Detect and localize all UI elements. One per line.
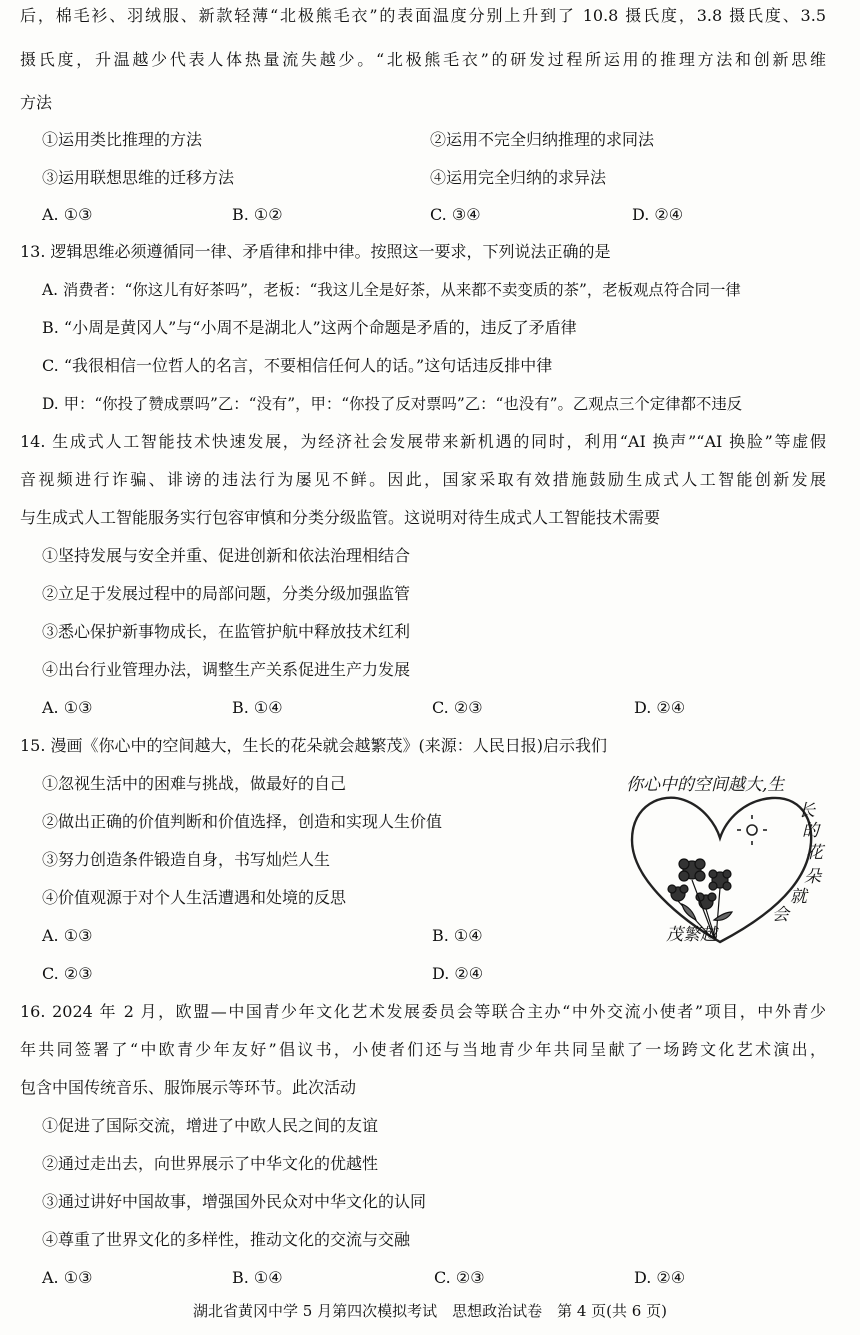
q14-option-4: ④出台行业管理办法，调整生产关系促进生产力发展: [42, 660, 411, 679]
sun-icon: [737, 815, 767, 845]
q16-option-2: ②通过走出去，向世界展示了中华文化的优越性: [42, 1154, 379, 1173]
q12-option-4: ④运用完全归纳的求异法: [430, 168, 607, 187]
svg-text:的: 的: [802, 821, 819, 841]
q15-choice-a: A. ①③: [42, 926, 93, 945]
q12-option-2: ②运用不完全归纳推理的求同法: [430, 130, 655, 149]
q16-option-3: ③通过讲好中国故事，增强国外民众对中华文化的认同: [42, 1192, 427, 1211]
q12-choice-c: C. ③④: [430, 205, 481, 224]
q12-option-3: ③运用联想思维的迁移方法: [42, 168, 235, 187]
q12-continuation-line2: 摄氏度，升温越少代表人体热量流失越少。“北极熊毛衣”的研发过程所运用的推理方法和创新思维: [20, 50, 826, 69]
q16-option-1: ①促进了国际交流，增进了中欧人民之间的友谊: [42, 1116, 379, 1135]
q16-stem-line2: 年共同签署了“中欧青少年友好”倡议书，小使者们还与当地青少年共同呈献了一场跨文化艺术演出，: [20, 1040, 826, 1059]
q16-choice-a: A. ①③: [42, 1268, 93, 1287]
q14-choice-b: B. ①④: [232, 698, 283, 717]
q16-choice-d: D. ②④: [634, 1268, 686, 1287]
q14-choice-d: D. ②④: [634, 698, 686, 717]
q15-choice-d: D. ②④: [432, 964, 484, 983]
svg-text:茂繁越: 茂繁越: [666, 925, 717, 945]
q12-choice-d: D. ②④: [632, 205, 684, 224]
q15-choice-c: C. ②③: [42, 964, 93, 983]
q16-option-4: ④尊重了世界文化的多样性，推动文化的交流与交融: [42, 1230, 411, 1249]
q15-stem: 15. 漫画《你心中的空间越大，生长的花朵就会越繁茂》(来源：人民日报)启示我们: [20, 736, 608, 755]
cartoon-heart-drawing: [622, 770, 844, 955]
q13-choice-d: D. 甲：“你投了赞成票吗”乙：“没有”，甲：“你投了反对票吗”乙：“也没有”。乙观点三个定律都不违反: [42, 395, 743, 413]
q15-option-1: ①忽视生活中的困难与挑战，做最好的自己: [42, 774, 347, 793]
q14-option-3: ③悉心保护新事物成长，在监管护航中释放技术红利: [42, 622, 411, 641]
q14-option-2: ②立足于发展过程中的局部问题，分类分级加强监管: [42, 584, 411, 603]
q14-choice-a: A. ①③: [42, 698, 93, 717]
q12-option-1: ①运用类比推理的方法: [42, 130, 203, 149]
q12-choice-a: A. ①③: [42, 205, 93, 224]
svg-text:就: 就: [790, 887, 807, 907]
svg-text:朵: 朵: [804, 867, 821, 887]
page-footer: 湖北省黄冈中学 5 月第四次模拟考试 思想政治试卷 第 4 页(共 6 页): [193, 1302, 667, 1320]
q13-stem: 13. 逻辑思维必须遵循同一律、矛盾律和排中律。按照这一要求，下列说法正确的是: [20, 242, 611, 261]
q15-option-4: ④价值观源于对个人生活遭遇和处境的反思: [42, 888, 347, 907]
q14-stem-line1: 14. 生成式人工智能技术快速发展，为经济社会发展带来新机遇的同时，利用“AI 换声”“AI 换脸”等虚假: [20, 432, 826, 451]
svg-text:花: 花: [806, 843, 823, 863]
q12-continuation-line1: 后，棉毛衫、羽绒服、新款轻薄“北极熊毛衣”的表面温度分别上升到了 10.8 摄氏度，3.8 摄氏度、3.5: [20, 6, 826, 25]
q14-stem-line3: 与生成式人工智能服务实行包容审慎和分类分级监管。这说明对待生成式人工智能技术需要: [20, 508, 661, 527]
q13-choice-c: C. “我很相信一位哲人的名言，不要相信任何人的话。”这句话违反排中律: [42, 356, 553, 375]
q14-choice-c: C. ②③: [432, 698, 483, 717]
q12-choice-b: B. ①②: [232, 205, 283, 224]
q12-continuation-line3: 方法: [20, 93, 53, 112]
q14-stem-line2: 音视频进行诈骗、诽谤的违法行为屡见不鲜。因此，国家采取有效措施鼓励生成式人工智能创新发展: [20, 470, 826, 489]
svg-text:会: 会: [772, 905, 789, 925]
q16-stem-line1: 16. 2024 年 2 月，欧盟—中国青少年文化艺术发展委员会等联合主办“中外交流小使者”项目，中外青少: [20, 1002, 826, 1021]
q16-choice-c: C. ②③: [434, 1268, 485, 1287]
q13-choice-a: A. 消费者：“你这儿有好茶吗”，老板：“我这儿全是好茶，从来都不卖变质的茶”，老板观点符合同一律: [42, 281, 741, 299]
svg-text:你心中的空间越大,生: 你心中的空间越大,生: [626, 775, 785, 795]
q15-option-2: ②做出正确的价值判断和价值选择，创造和实现人生价值: [42, 812, 443, 831]
q15-option-3: ③努力创造条件锻造自身，书写灿烂人生: [42, 850, 331, 869]
q15-choice-b: B. ①④: [432, 926, 483, 945]
cartoon-heart-flowers: [622, 770, 844, 955]
svg-text:长: 长: [798, 801, 815, 821]
q13-choice-b: B. “小周是黄冈人”与“小周不是湖北人”这两个命题是矛盾的，违反了矛盾律: [42, 318, 577, 337]
q16-choice-b: B. ①④: [232, 1268, 283, 1287]
q14-option-1: ①坚持发展与安全并重、促进创新和依法治理相结合: [42, 546, 411, 565]
q16-stem-line3: 包含中国传统音乐、服饰展示等环节。此次活动: [20, 1078, 357, 1097]
